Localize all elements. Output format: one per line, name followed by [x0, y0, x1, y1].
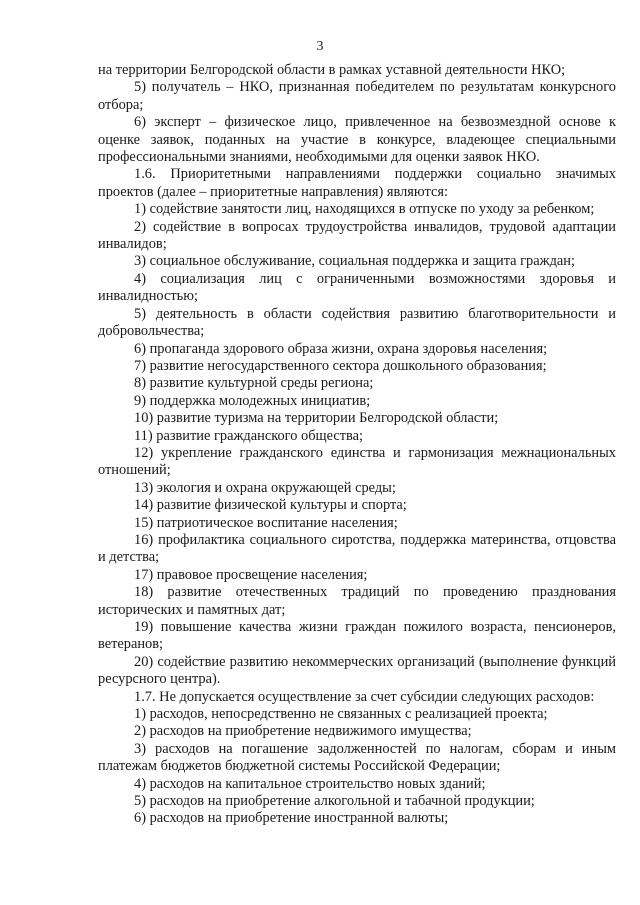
page-number: 3: [316, 39, 324, 54]
paragraph-recipient-definition: 5) получатель – НКО, признанная победителем по результатам конкурсного отбора;: [98, 79, 616, 113]
paragraph-section-1-7: 1.7. Не допускается осуществление за счет субсидии следующих расходов:: [134, 688, 595, 705]
paragraph-expert-definition: 6) эксперт – физическое лицо, привлеченное на безвозмездной основе к оценке заявок, поданных на участие в конкурсе, владеющее специальными профессиональными знаниями, необходимыми для оценки заявок НКО.: [98, 114, 616, 166]
list-item-priority-12: 12) укрепление гражданского единства и гармонизация межнациональных отношений;: [98, 444, 616, 479]
list-item-priority-15: 15) патриотическое воспитание населения;: [134, 514, 398, 531]
list-item-priority-6: 6) пропаганда здорового образа жизни, охрана здоровья населения;: [134, 340, 548, 357]
list-item-priority-8: 8) развитие культурной среды региона;: [134, 375, 374, 392]
list-item-expense-5: 5) расходов на приобретение алкогольной и табачной продукции;: [134, 793, 535, 810]
list-item-priority-17: 17) правовое просвещение населения;: [134, 566, 368, 583]
list-item-priority-1: 1) содействие занятости лиц, находящихся в отпуске по уходу за ребенком;: [134, 201, 595, 218]
list-item-expense-1: 1) расходов, непосредственно не связанных с реализацией проекта;: [134, 706, 548, 723]
list-item-expense-2: 2) расходов на приобретение недвижимого имущества;: [134, 723, 472, 740]
list-item-priority-4: 4) социализация лиц с ограниченными возможностями здоровья и инвалидностью;: [98, 270, 616, 305]
list-item-priority-9: 9) поддержка молодежных инициатив;: [134, 392, 371, 409]
paragraph-section-1-6: 1.6. Приоритетными направлениями поддержки социально значимых проектов (далее – приоритетные направления) являются:: [98, 166, 616, 200]
list-item-expense-6: 6) расходов на приобретение иностранной валюты;: [134, 810, 449, 827]
list-item-priority-7: 7) развитие негосударственного сектора дошкольного образования;: [134, 357, 547, 374]
list-item-priority-18: 18) развитие отечественных традиций по проведению празднования исторических и памятных дат;: [98, 584, 616, 618]
list-item-priority-5: 5) деятельность в области содействия развитию благотворительности и добровольчества;: [98, 305, 616, 340]
list-item-expense-4: 4) расходов на капитальное строительство новых зданий;: [134, 775, 486, 792]
paragraph-continuation: на территории Белгородской области в рамках уставной деятельности НКО;: [98, 62, 566, 78]
list-item-priority-19: 19) повышение качества жизни граждан пожилого возраста, пенсионеров, ветеранов;: [98, 619, 616, 653]
list-item-expense-3: 3) расходов на погашение задолженностей по налогам, сборам и иным платежам бюджетов бюджетной системы Российской Федерации;: [98, 740, 616, 775]
list-item-priority-10: 10) развитие туризма на территории Белгородской области;: [134, 410, 499, 427]
list-item-priority-20: 20) содействие развитию некоммерческих организаций (выполнение функций ресурсного центра).: [98, 653, 616, 688]
list-item-priority-11: 11) развитие гражданского общества;: [134, 427, 364, 444]
list-item-priority-2: 2) содействие в вопросах трудоустройства инвалидов, трудовой адаптации инвалидов;: [98, 218, 616, 253]
document-body: [98, 62, 616, 828]
list-item-priority-14: 14) развитие физической культуры и спорта;: [134, 497, 407, 514]
list-item-priority-13: 13) экология и охрана окружающей среды;: [134, 479, 396, 496]
list-item-priority-3: 3) социальное обслуживание, социальная поддержка и защита граждан;: [134, 253, 575, 270]
list-item-priority-16: 16) профилактика социального сиротства, поддержка материнства, отцовства и детства;: [98, 531, 616, 566]
